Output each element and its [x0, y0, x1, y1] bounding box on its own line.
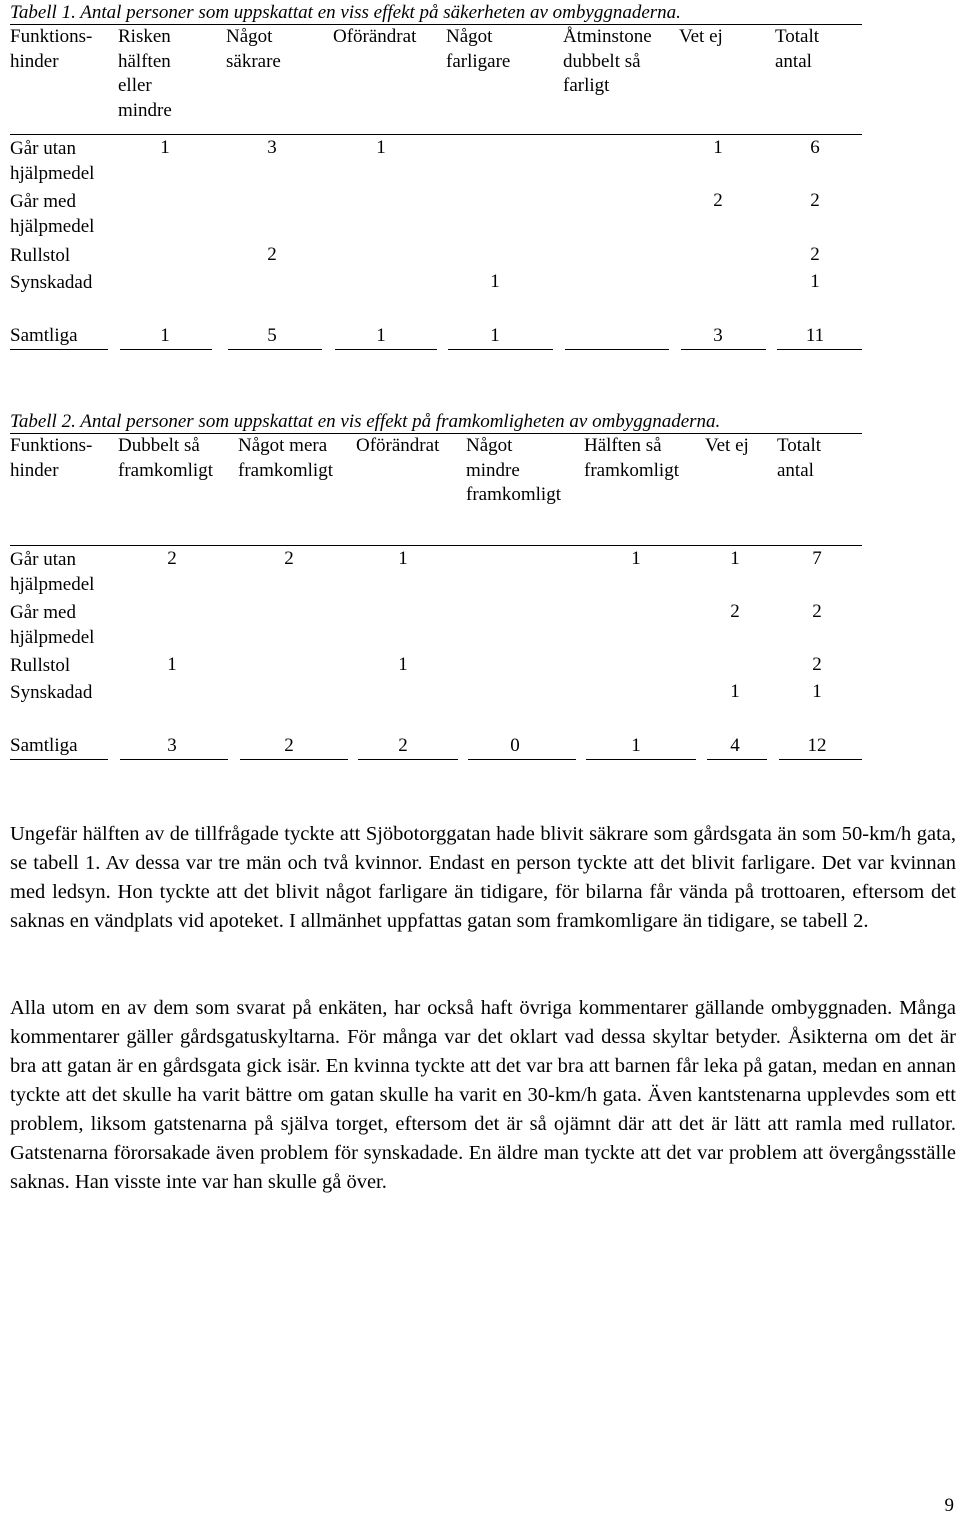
table-cell: 2: [812, 601, 822, 622]
column-header: Något mera framkomligt: [238, 435, 333, 481]
table-cell: 1: [631, 548, 641, 569]
table-cell: 6: [810, 137, 820, 158]
table-cell: 0: [510, 735, 520, 756]
table-cell: 1: [730, 681, 740, 702]
column-header: Åtminstone dubbelt så farligt: [563, 26, 652, 96]
total-underline: [240, 759, 348, 760]
total-underline: [777, 349, 862, 350]
table-cell: 2: [730, 601, 740, 622]
column-header: Något mindre framkomligt: [466, 435, 561, 505]
page-number: 9: [944, 1495, 954, 1516]
row-label: Går utan hjälpmedel: [10, 138, 95, 184]
table2-header-rule: [10, 545, 862, 546]
total-underline: [586, 759, 696, 760]
column-header: Hälften så framkomligt: [584, 435, 679, 481]
total-underline: [565, 349, 669, 350]
total-underline: [358, 759, 458, 760]
column-header: Oförändrat: [356, 435, 440, 456]
table-cell: 2: [398, 735, 408, 756]
total-underline: [707, 759, 767, 760]
table1-header-rule: [10, 134, 862, 135]
column-header: Totalt antal: [775, 26, 820, 72]
row-label: Går utan hjälpmedel: [10, 549, 95, 595]
table-cell: 1: [490, 325, 500, 346]
table-cell: 1: [730, 548, 740, 569]
total-underline: [120, 759, 228, 760]
total-underline: [120, 349, 212, 350]
column-header: Risken hälften eller mindre: [118, 26, 172, 121]
column-header: Något farligare: [446, 26, 511, 72]
table-cell: 2: [167, 548, 177, 569]
row-label: Går med hjälpmedel: [10, 191, 95, 237]
table-cell: 2: [810, 190, 820, 211]
row-label: Rullstol: [10, 655, 71, 676]
table-cell: 1: [376, 325, 386, 346]
table-cell: 1: [398, 654, 408, 675]
table-cell: 1: [398, 548, 408, 569]
column-header: Vet ej: [679, 26, 723, 47]
total-underline: [228, 349, 322, 350]
column-header: Funktions- hinder: [10, 26, 93, 72]
total-row-label: Samtliga: [10, 735, 78, 756]
paragraph-2: Alla utom en av dem som svarat på enkäten, har också haft övriga kommentarer gällande ombyggnaden. Många kommentarer gäller gårdsgatuskyltarna. För många var det oklart vad dessa skyltar betyder. Åsikterna om det är bra att gatan är en gårdsgata gick isär. En kvinna tyckte att det var bra att barnen får leka på gatan, medan en annan tyckte att det skulle ha varit bättre om gatan skulle ha varit en 30-km/h gata. Även kantstenarna upplevdes som ett problem, liksom gatstenarna på själva torget, eftersom det är så ojämnt där att det är lätt att ramla med rullator. Gatstenarna förorsakade även problem för synskadade. En äldre man tyckte att det var problem att övergångsställe saknas. Han visste inte var han skulle gå över.: [10, 997, 956, 1193]
table-cell: 1: [376, 137, 386, 158]
column-header: Totalt antal: [777, 435, 822, 481]
row-label: Rullstol: [10, 245, 71, 266]
table-cell: 12: [807, 735, 827, 756]
table-cell: 3: [167, 735, 177, 756]
table-cell: 3: [267, 137, 277, 158]
table-cell: 2: [284, 735, 294, 756]
row-label: Synskadad: [10, 272, 93, 293]
table-cell: 1: [631, 735, 641, 756]
total-row-label: Samtliga: [10, 325, 78, 346]
table-cell: 2: [284, 548, 294, 569]
table-cell: 7: [812, 548, 822, 569]
table-cell: 1: [812, 681, 822, 702]
total-underline: [448, 349, 553, 350]
total-underline: [335, 349, 437, 350]
row-label: Går med hjälpmedel: [10, 602, 95, 648]
table-cell: 3: [713, 325, 723, 346]
table-cell: 1: [810, 271, 820, 292]
table-cell: 1: [167, 654, 177, 675]
table-cell: 2: [810, 244, 820, 265]
table1-caption: Tabell 1. Antal personer som uppskattat en viss effekt på säkerheten av ombyggnaderna.: [10, 2, 681, 23]
column-header: Något säkrare: [226, 26, 281, 72]
column-header: Dubbelt så framkomligt: [118, 435, 213, 481]
table-cell: 2: [267, 244, 277, 265]
table2-caption: Tabell 2. Antal personer som uppskattat en vis effekt på framkomligheten av ombyggnaderna.: [10, 411, 721, 432]
table-cell: 11: [805, 325, 825, 346]
column-header: Funktions- hinder: [10, 435, 93, 481]
table-cell: 2: [812, 654, 822, 675]
row-label: Synskadad: [10, 682, 93, 703]
total-underline: [10, 349, 108, 350]
column-header: Oförändrat: [333, 26, 417, 47]
table-cell: 4: [730, 735, 740, 756]
total-underline: [779, 759, 862, 760]
table-cell: 1: [713, 137, 723, 158]
table-cell: 1: [160, 137, 170, 158]
table-cell: 1: [160, 325, 170, 346]
total-underline: [681, 349, 766, 350]
total-underline: [468, 759, 576, 760]
table-cell: 1: [490, 271, 500, 292]
table-cell: 5: [267, 325, 277, 346]
paragraph-1: Ungefär hälften av de tillfrågade tyckte att Sjöbotorggatan hade blivit säkrare som gårdsgata än som 50-km/h gata, se tabell 1. Av dessa var tre män och två kvinnor. Endast en person tyckte att det blivit farligare. Det var kvinnan med ledsyn. Hon tyckte att det blivit något farligare än tidigare, för bilarna får vända på trottoaren, eftersom det saknas en vändplats vid apoteket. I allmänhet uppfattas gatan som framkomligare än tidigare, se tabell 2.: [10, 823, 956, 932]
column-header: Vet ej: [705, 435, 749, 456]
total-underline: [10, 759, 108, 760]
table-cell: 2: [713, 190, 723, 211]
